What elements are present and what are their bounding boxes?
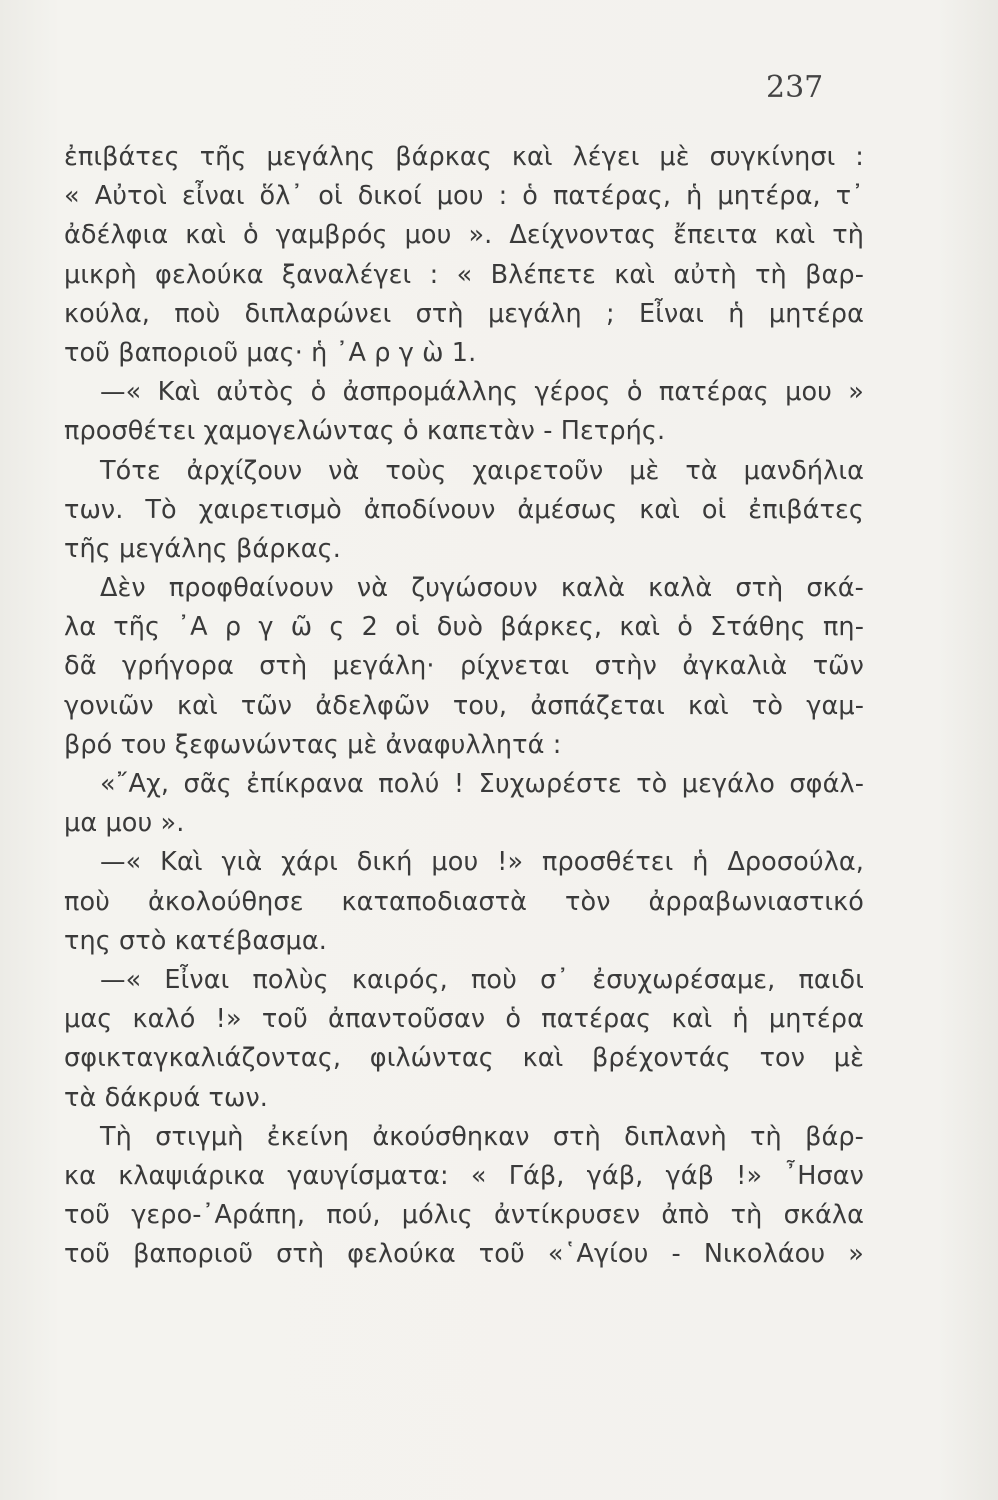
text-line: της στὸ κατέβασμα. [64, 925, 327, 956]
text-line: τῆς μεγάλης βάρκας. [64, 533, 341, 564]
text-line: τοῦ βαποριοῦ στὴ φελούκα τοῦ «῾Αγίου - Νικολάου » [64, 1239, 864, 1270]
text-line: κα κλαψιάρικα γαυγίσματα: « Γάβ, γάβ, γάβ !» ῏Ησαν [64, 1160, 864, 1191]
text-line: τοῦ βαποριοῦ μας· ἡ ᾽Α ρ γ ὼ 1. [64, 337, 477, 368]
text-line: ἐπιβάτες τῆς μεγάλης βάρκας καὶ λέγει μὲ συγκίνησι : [64, 142, 864, 172]
text-line: τὰ δάκρυά των. [64, 1082, 269, 1113]
page-number: 237 [766, 70, 824, 105]
text-line: κούλα, ποὺ διπλαρώνει στὴ μεγάλη ; Εἶναι ἡ μητέρα [64, 298, 864, 329]
text-line: « Αὐτοὶ εἶναι ὅλ᾽ οἱ δικοί μου : ὁ πατέρας, ἡ μητέρα, τ᾽ [64, 181, 864, 212]
text-line: λα τῆς ᾽Α ρ γ ῶ ς 2 οἱ δυὸ βάρκες, καὶ ὁ Στάθης πη- [64, 612, 864, 643]
text-line: μας καλό !» τοῦ ἀπαντοῦσαν ὁ πατέρας καὶ ἡ μητέρα [64, 1004, 864, 1035]
text-line: «῎Αχ, σᾶς ἐπίκρανα πολύ ! Συχωρέστε τὸ μεγάλο σφάλ- [100, 769, 864, 799]
text-line: τοῦ γερο-᾽Αράπη, πού, μόλις ἀντίκρυσεν ἀπὸ τὴ σκάλα [64, 1200, 864, 1231]
text-line: Δὲν προφθαίνουν νὰ ζυγώσουν καλὰ καλὰ στὴ σκά- [100, 573, 864, 604]
text-line: ἀδέλφια καὶ ὁ γαμβρός μου ». Δείχνοντας ἔπειτα καὶ τὴ [64, 220, 864, 251]
text-line: δᾶ γρήγορα στὴ μεγάλη· ρίχνεται στὴν ἀγκαλιὰ τῶν [64, 651, 864, 682]
text-line: ποὺ ἀκολούθησε καταποδιαστὰ τὸν ἀρραβωνιαστικό [64, 886, 864, 917]
text-line: βρό του ξεφωνώντας μὲ ἀναφυλλητά : [64, 729, 562, 760]
text-line: Τὴ στιγμὴ ἐκείνη ἀκούσθηκαν στὴ διπλανὴ τὴ βάρ- [100, 1121, 864, 1152]
text-line: σφικταγκαλιάζοντας, φιλώντας καὶ βρέχοντάς τον μὲ [64, 1043, 864, 1074]
text-line: προσθέτει χαμογελώντας ὁ καπετὰν - Πετρής. [64, 416, 666, 447]
text-line: —« Καὶ αὐτὸς ὁ ἀσπρομάλλης γέρος ὁ πατέρας μου » [100, 377, 864, 408]
text-line: γονιῶν καὶ τῶν ἀδελφῶν του, ἀσπάζεται καὶ τὸ γαμ- [64, 690, 864, 721]
text-line: των. Τὸ χαιρετισμὸ ἀποδίνουν ἀμέσως καὶ οἱ ἐπιβάτες [64, 494, 864, 525]
text-line: μα μου ». [64, 808, 185, 839]
text-line: μικρὴ φελούκα ξαναλέγει : « Βλέπετε καὶ αὐτὴ τὴ βαρ- [64, 259, 864, 290]
text-line: —« Εἶναι πολὺς καιρός, ποὺ σ᾽ ἐσυχωρέσαμε, παιδι [100, 964, 864, 995]
text-line: Τότε ἀρχίζουν νὰ τοὺς χαιρετοῦν μὲ τὰ μανδήλια [100, 455, 864, 486]
text-line: —« Καὶ γιὰ χάρι δική μου !» προσθέτει ἡ Δροσούλα, [100, 847, 864, 878]
body-text [64, 138, 864, 1274]
